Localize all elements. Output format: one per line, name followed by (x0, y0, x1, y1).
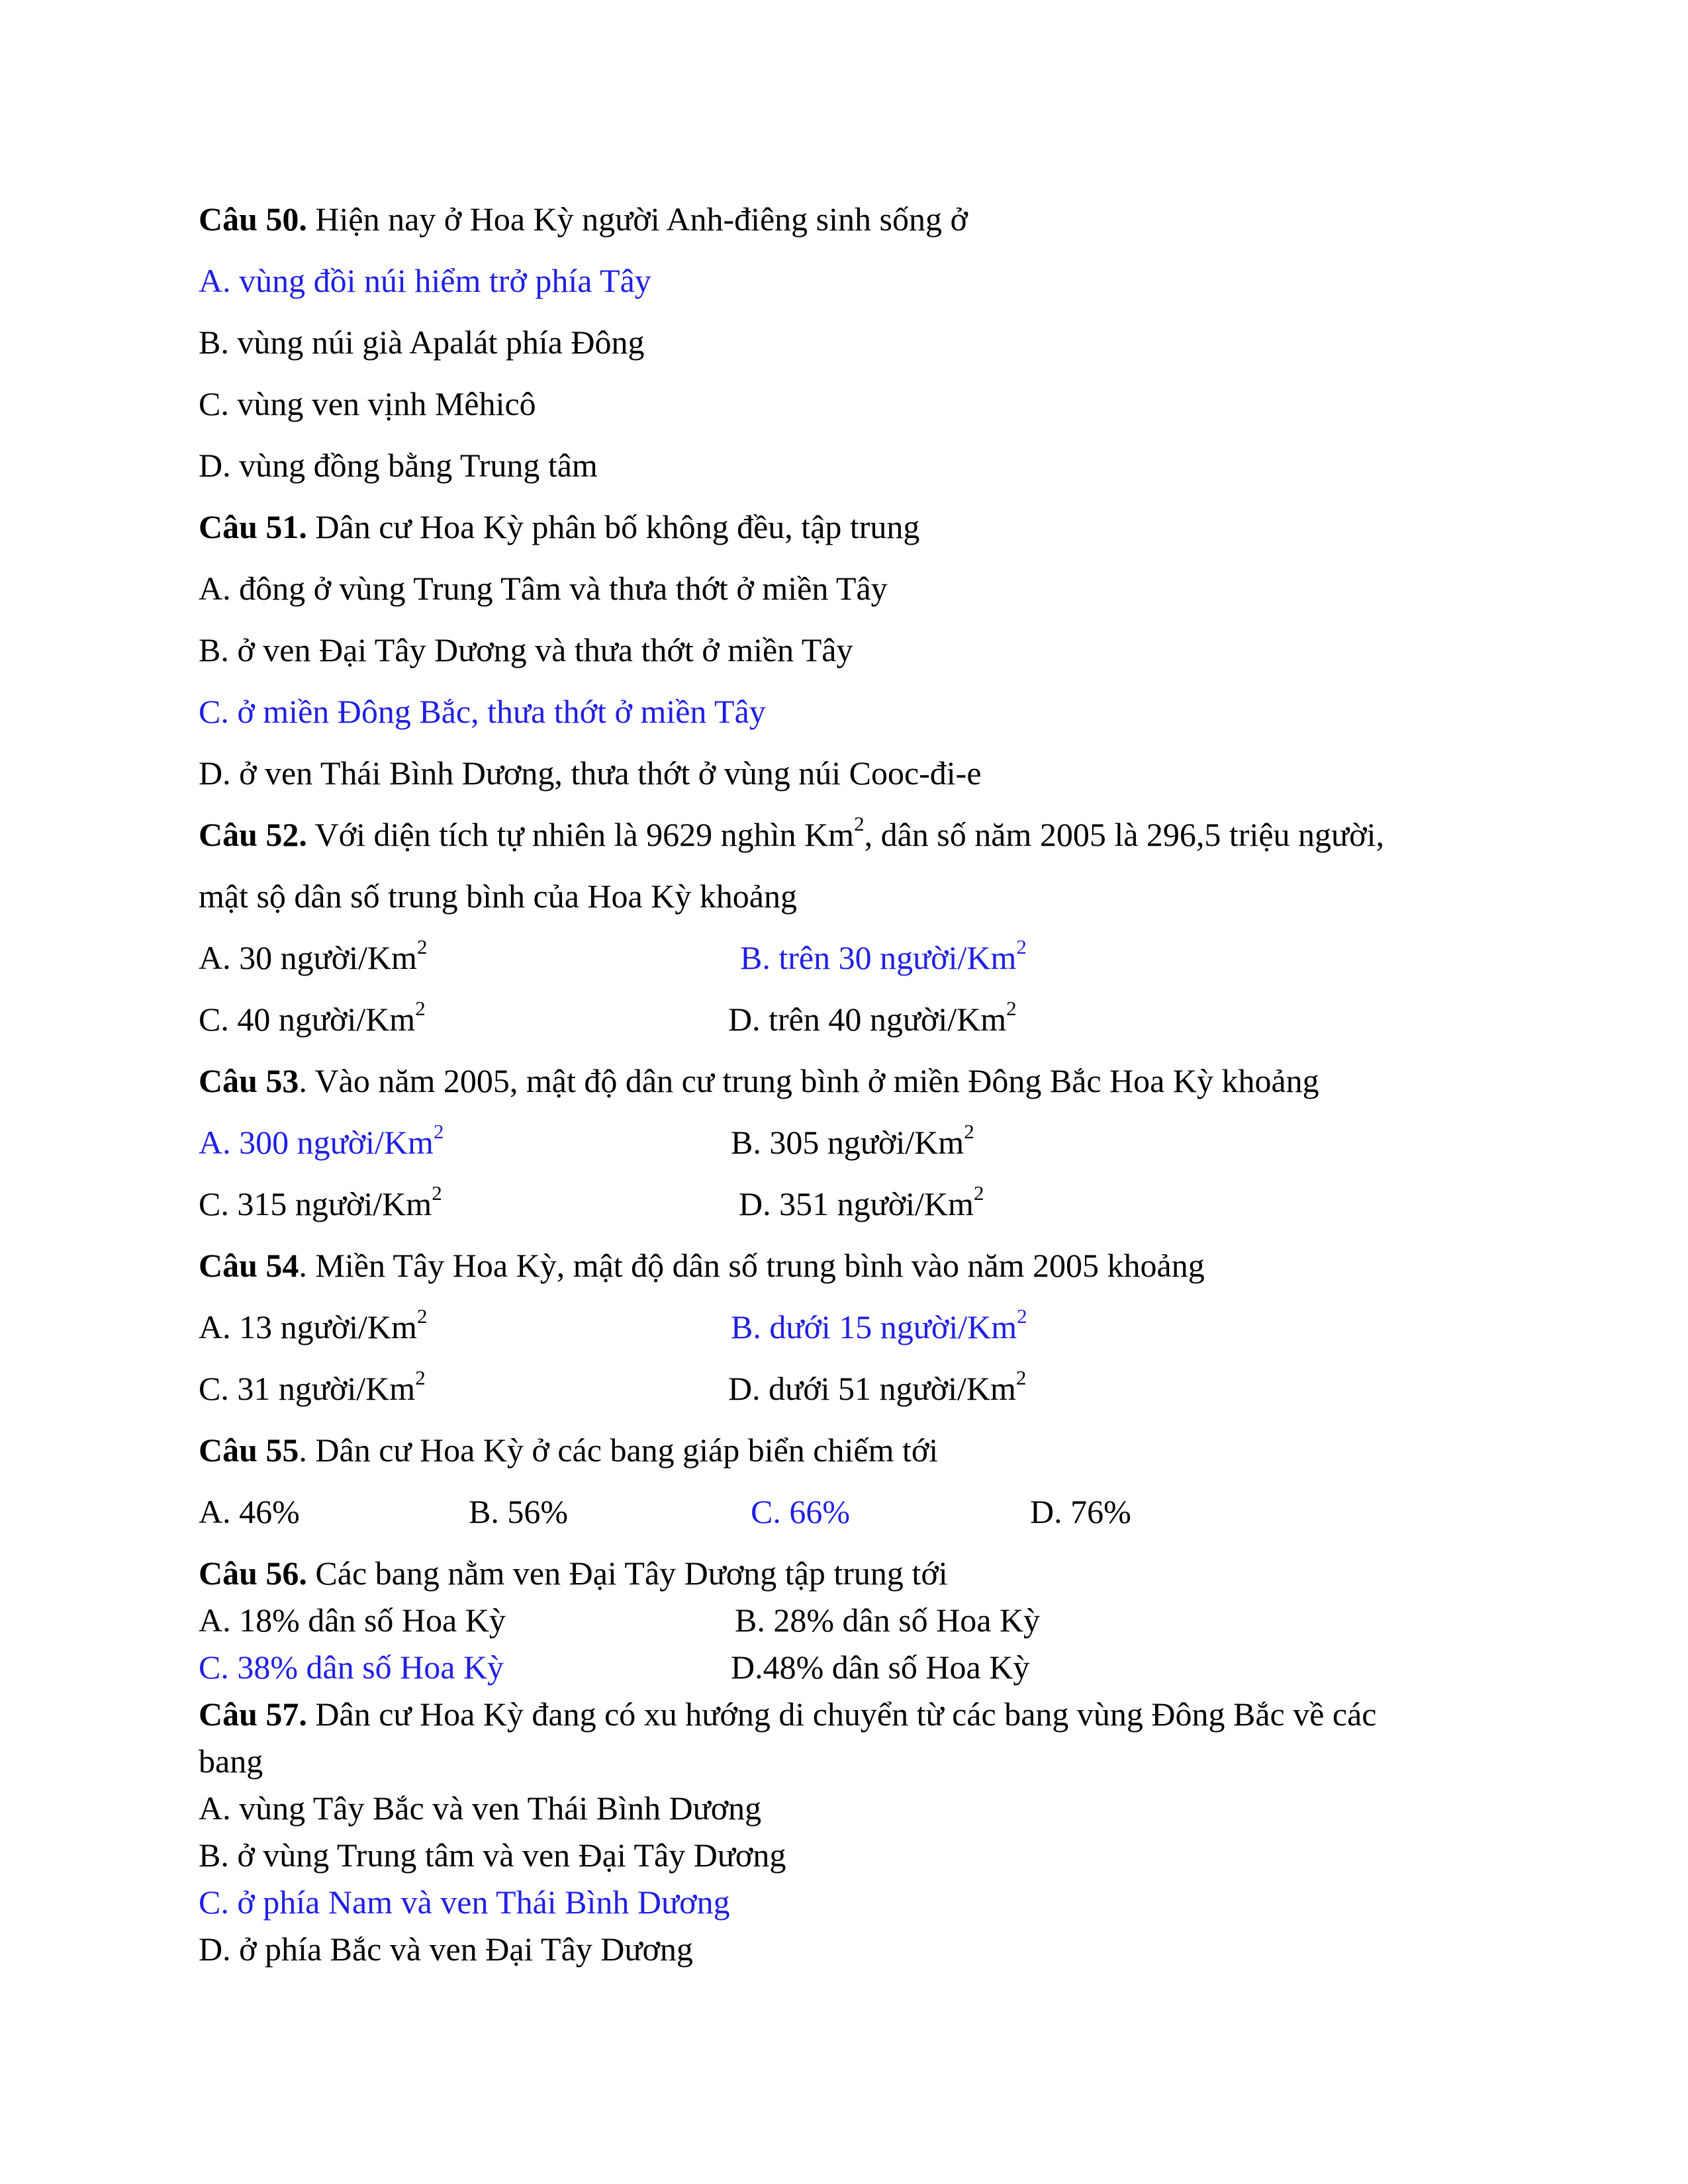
q51-option-a: A. đông ở vùng Trung Tâm và thưa thớt ở miền Tây (199, 570, 888, 607)
question-text: Hiện nay ở Hoa Kỳ người Anh-điêng sinh sống ở (306, 201, 968, 238)
question-label: Câu 51. (199, 508, 307, 545)
q51-option-c: C. ở miền Đông Bắc, thưa thớt ở miền Tây (199, 693, 766, 730)
question-text: . Dân cư Hoa Kỳ ở các bang giáp biển chiếm tới (299, 1432, 939, 1469)
q53-option-d: D. 351 người/Km$^2$ (739, 1181, 984, 1222)
question-54 (199, 1249, 1205, 1282)
question-text: Với diện tích tự nhiên là 9629 nghìn Km (306, 816, 855, 853)
question-text: Dân cư Hoa Kỳ đang có xu hướng di chuyển từ các bang vùng Đông Bắc về các (306, 1696, 1377, 1733)
q57-option-b: B. ở vùng Trung tâm và ven Đại Tây Dương (199, 1837, 786, 1874)
q53-option-b: B. 305 người/Km$^2$ (731, 1119, 974, 1161)
superscript: 2 (854, 811, 865, 835)
q55-option-a: A. 46% (199, 1493, 300, 1530)
question-51 (199, 510, 919, 543)
question-52-continued: mật sộ dân số trung bình của Hoa Kỳ khoảng (199, 878, 798, 915)
q52-option-d: D. trên 40 người/Km$^2$ (728, 996, 1017, 1038)
question-label: Câu 56. (199, 1555, 307, 1592)
question-text: . Miền Tây Hoa Kỳ, mật độ dân số trung bình vào năm 2005 khoảng (299, 1247, 1205, 1284)
question-57 (199, 1698, 1377, 1731)
question-text: Dân cư Hoa Kỳ phân bố không đều, tập trung (306, 508, 920, 545)
q52-option-a: A. 30 người/Km$^2$ (199, 934, 428, 976)
q54-option-a: A. 13 người/Km$^2$ (199, 1304, 428, 1345)
question-text: Các bang nằm ven Đại Tây Dương tập trung tới (306, 1555, 948, 1592)
question-52 (199, 811, 1384, 853)
q56-option-b: B. 28% dân số Hoa Kỳ (735, 1602, 1041, 1639)
q51-option-b: B. ở ven Đại Tây Dương và thưa thớt ở miền Tây (199, 631, 853, 668)
q56-option-a: A. 18% dân số Hoa Kỳ (199, 1602, 506, 1639)
q55-option-c: C. 66% (751, 1493, 850, 1530)
question-label: Câu 54 (199, 1247, 299, 1284)
question-56 (199, 1557, 948, 1590)
q53-option-a: A. 300 người/Km$^2$ (199, 1119, 444, 1161)
question-53 (199, 1064, 1319, 1097)
q50-option-d: D. vùng đồng bằng Trung tâm (199, 447, 598, 484)
q51-option-d: D. ở ven Thái Bình Dương, thưa thớt ở vùng núi Cooc-đi-e (199, 754, 982, 792)
question-text: . Vào năm 2005, mật độ dân cư trung bình ở miền Đông Bắc Hoa Kỳ khoảng (299, 1062, 1319, 1099)
question-text: , dân số năm 2005 là 296,5 triệu người, (864, 816, 1384, 853)
q52-option-b: B. trên 30 người/Km$^2$ (740, 934, 1027, 976)
question-label: Câu 52. (199, 816, 307, 853)
question-label: Câu 55 (199, 1432, 299, 1469)
q54-option-d: D. dưới 51 người/Km$^2$ (728, 1365, 1027, 1407)
q50-option-a: A. vùng đồi núi hiểm trở phía Tây (199, 262, 651, 299)
question-55 (199, 1433, 938, 1467)
q55-option-d: D. 76% (1030, 1493, 1131, 1530)
q50-option-b: B. vùng núi già Apalát phía Đông (199, 324, 645, 361)
q53-option-c: C. 315 người/Km$^2$ (199, 1181, 442, 1222)
q57-option-c: C. ở phía Nam và ven Thái Bình Dương (199, 1884, 730, 1921)
question-label: Câu 53 (199, 1062, 299, 1099)
q54-option-b: B. dưới 15 người/Km$^2$ (731, 1304, 1027, 1345)
question-label: Câu 57. (199, 1696, 307, 1733)
q56-option-d: D.48% dân số Hoa Kỳ (731, 1649, 1030, 1686)
q57-option-a: A. vùng Tây Bắc và ven Thái Bình Dương (199, 1790, 762, 1827)
q50-option-c: C. vùng ven vịnh Mêhicô (199, 385, 536, 422)
question-50 (199, 203, 968, 236)
q57-option-d: D. ở phía Bắc và ven Đại Tây Dương (199, 1931, 693, 1968)
q55-option-b: B. 56% (469, 1493, 568, 1530)
question-57-continued: bang (199, 1743, 263, 1780)
q54-option-c: C. 31 người/Km$^2$ (199, 1365, 426, 1407)
question-label: Câu 50. (199, 201, 307, 238)
q56-option-c: C. 38% dân số Hoa Kỳ (199, 1649, 504, 1686)
q52-option-c: C. 40 người/Km$^2$ (199, 996, 426, 1038)
